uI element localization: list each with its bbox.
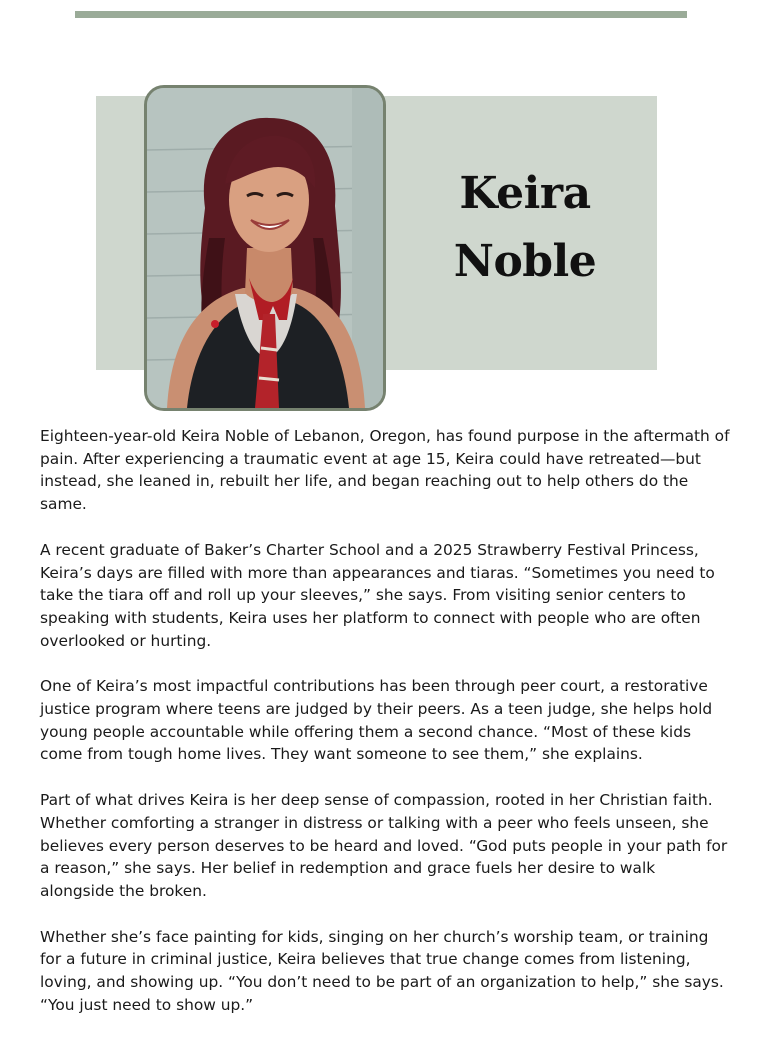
profile-name: [420, 160, 630, 296]
article-paragraph: Eighteen-year-old Keira Noble of Lebanon, Oregon, has found purpose in the aftermath of pain. After experiencing a traumatic event at age 15, Keira could have retreated—but instead, she leaned in, rebuilt her life, and began reaching out to help others do the same.: [40, 427, 730, 514]
last-name: Noble: [453, 236, 597, 287]
portrait-photo: [144, 85, 386, 411]
first-name: Keira: [459, 168, 591, 219]
article-paragraph: Whether she’s face painting for kids, singing on her church’s worship team, or training for a future in criminal justice, Keira believes that true change comes from listening, loving, and showing up. “You don’t need to be part of an organization to help,” she says. “You just need to show up.”: [40, 927, 724, 1014]
article-paragraph: Part of what drives Keira is her deep sense of compassion, rooted in her Christian faith. Whether comforting a stranger in distress or talking with a peer who feels unseen, she believes every person deserves to be heard and loved. “God puts people in your path for a reason,” she says. Her belief in redemption and grace fuels her desire to walk alongside the broken.: [40, 791, 728, 900]
portrait-illustration: [147, 88, 383, 408]
top-divider: [75, 11, 687, 18]
article-paragraph: One of Keira’s most impactful contributions has been through peer court, a restorative justice program where teens are judged by their peers. As a teen judge, she helps hold young people accountable while offering them a second chance. “Most of these kids come from tough home lives. They want someone to see them,” she explains.: [40, 677, 713, 764]
article-paragraph: A recent graduate of Baker’s Charter School and a 2025 Strawberry Festival Princess, Keira’s days are filled with more than appearances and tiaras. “Sometimes you need to take the tiara off and roll up your sleeves,” she says. From visiting senior centers to speaking with students, Keira uses her platform to connect with people who are often overlooked or hurting.: [40, 540, 715, 650]
article-body: [40, 425, 734, 1039]
